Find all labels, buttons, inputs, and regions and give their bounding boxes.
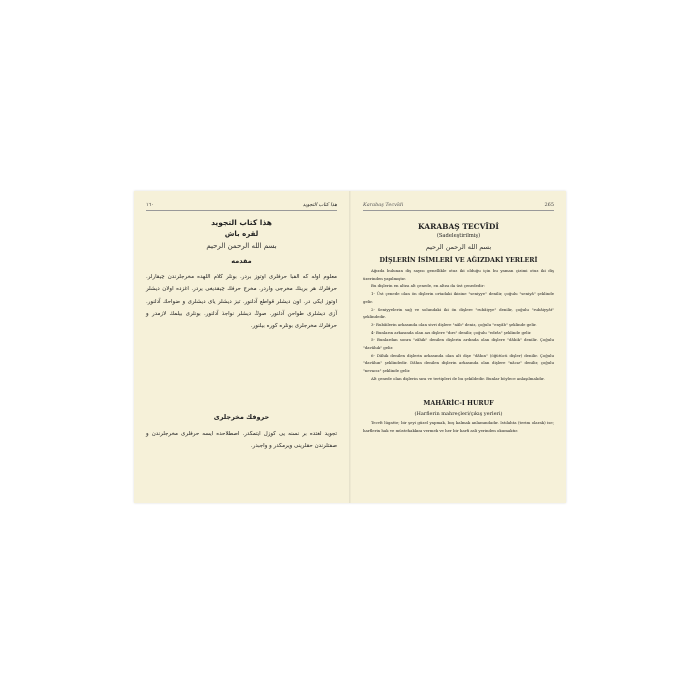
- basmala-calligraphy: بسم الله الرحمن الرحيم: [206, 242, 277, 250]
- paragraph: Tecvît lügatte; bir şeyi güzel yapmak, boş kalmak anlamındadır. Istılahta (terim olarak) ise; harflerin hak ve müstehakkını vermek ve her bir harfi asli yerinden okumaktır.: [363, 420, 554, 433]
- paragraph: 2- Seniyyelerin sağ ve solundaki iki ön dişlere "rubâiyye" denilir, çoğulu "rubâiyyât" şeklindedir.: [363, 306, 554, 320]
- turkish-body-2: [363, 419, 554, 434]
- turkish-body: [363, 267, 554, 383]
- arabic-subtitle: لقره باش: [224, 230, 259, 238]
- basmala-calligraphy: بسم الله الرحمن الرحيم: [425, 243, 492, 251]
- paragraph: Bu dişlerin en altısı alt çenede, en altısı da üst çenededir:: [371, 283, 485, 289]
- turkish-subtitle: (Sadeleştirilmiş): [436, 233, 481, 239]
- left-header-rule: [146, 210, 337, 211]
- paragraph: 6- Dâhik denilen dişlerin arkasında olan alt dişe "dâhın" (öğütücü dişler) denilir. Çoğulu "davâhın" şeklindedir. Dâhın denilen dişlerin arkasında olan dişlere "nâcız" denilir, çoğulu "nevacız" şeklinde gelir.: [363, 352, 554, 374]
- right-page-header: Karabaş Tecvîdi: [363, 202, 404, 208]
- turkish-subtitle-2: (Harflerin mahreçleri/çıkış yerleri): [414, 411, 503, 417]
- arabic-paragraph-2: تجويد لغتده بر نسنه يى كوزل ايتمكدر. اصطلاحده ايسه حرفلرى مخرجلرندن و صفتلرندن حقلرينى ويرمكدر و واجبدر.: [146, 431, 337, 450]
- left-page-number: ١٦٠: [146, 202, 155, 208]
- arabic-heading: مقدمه: [231, 257, 252, 265]
- turkish-title: KARABAŞ TECVÎDİ: [418, 222, 499, 231]
- arabic-heading-2: حروفك مخرجلرى: [213, 413, 270, 421]
- turkish-heading: DİŞLERİN İSİMLERİ VE AĞIZDAKİ YERLERİ: [379, 257, 538, 264]
- right-page: [351, 191, 566, 503]
- open-book: [134, 191, 566, 503]
- paragraph: 5- Bunlardan sonra "zâhik" denilen dişlerin ardında olan dişlere "dâhik" denilir. Çoğulu "davâhık" gelir.: [363, 337, 554, 351]
- left-page: [134, 191, 349, 503]
- turkish-heading-2: MAHÂRİC-I HURUF: [423, 400, 494, 407]
- right-header-rule: [363, 210, 554, 211]
- left-page-header: هذا كتاب التجويد: [302, 202, 337, 208]
- arabic-title: هذا كتاب التجويد: [211, 218, 272, 227]
- arabic-paragraph: معلوم اوله كه الفبا حرفلرى اوتوز بردر. بونلر كلام اللهده مخرجلرندن چيقارلر. حرفلرك هر برينك مخرجى واردر. مخرج حرفك چيقديغى يردر. اغزده اولان ديشلر اوتوز ايكى در. اون ديشلر قواطع آدلنور. تيز ديشلر ياى ديشلرى و ضواحك آدلنور. آزى ديشلرى طواحن آدلنور. صوڭ ديشلر نواجذ آدلنور. بونلرى بيلمك لازمدر و حرفلرك مخرجلرى بونلره كوره بيلنور.: [146, 274, 337, 330]
- right-page-number: 265: [544, 202, 554, 208]
- paragraph: 4- Bunların arkasında olan azı dişlere "dırs" denilir, çoğulu "edrâs" şeklinde gelir.: [371, 329, 532, 335]
- paragraph: Alt çenede olan dişlerin sıra ve tertipleri de bu şekildedir. Bunlar böylece anlaşılmalıdır.: [371, 375, 545, 381]
- paragraph: 1- Üst çenede olan ön dişlerin ortadaki ikisine "seniyye" denilir, çoğulu "seniyâ" şeklinde gelir.: [363, 291, 554, 304]
- paragraph: 3- Rubâilerin arkasında olan sivri dişlere "nâb" deniz, çoğulu "enyâb" şeklinde gelir.: [371, 321, 537, 327]
- paragraph: Ağızda bulunan diş sayısı genellikle otuz iki olduğu için bu yaman çizimi otuz iki diş üzerinden yapılmıştır.: [363, 268, 554, 281]
